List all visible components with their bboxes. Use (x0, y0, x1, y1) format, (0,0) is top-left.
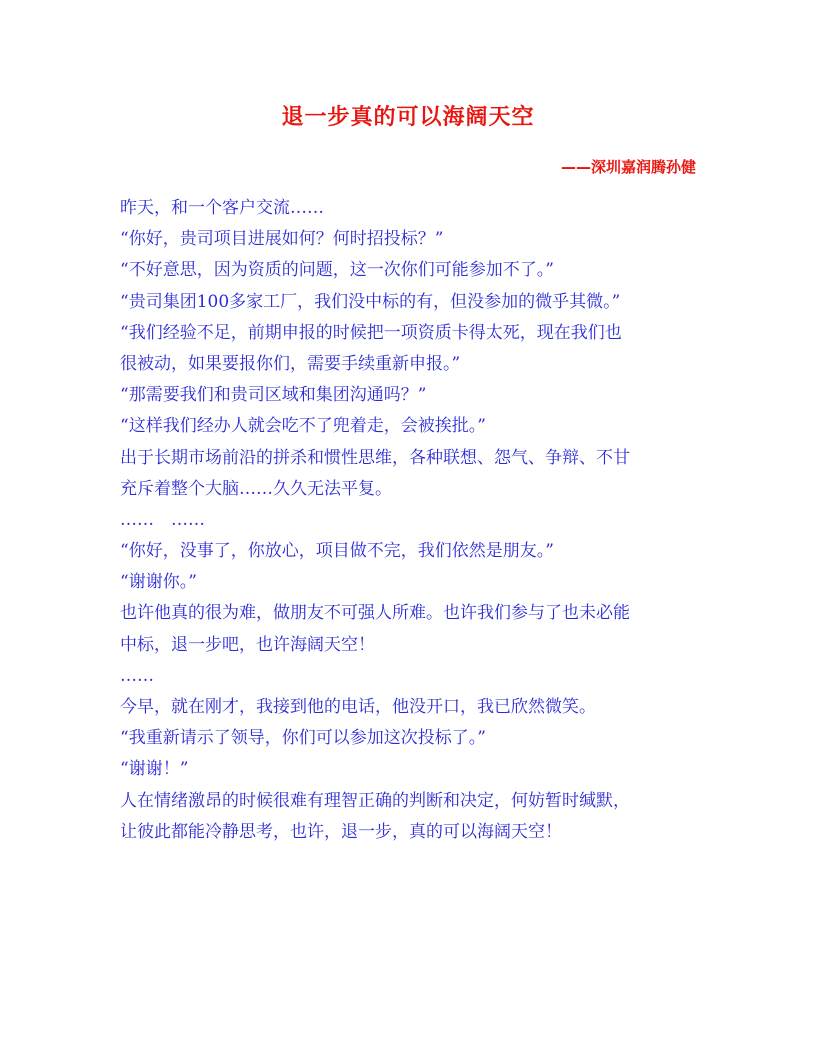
paragraph-line: 也许他真的很为难，做朋友不可强人所难。也许我们参与了也未必能 (120, 603, 630, 624)
paragraph-line: “我重新请示了领导，你们可以参加这次投标了。” (120, 728, 486, 749)
paragraph-line: “谢谢！” (120, 759, 189, 780)
author-byline: ——深圳嘉润腾孙健 (560, 158, 696, 176)
ellipsis-separator: …… …… (120, 509, 205, 530)
paragraph-line: “贵司集团100多家工厂，我们没中标的有，但没参加的微乎其微。” (120, 291, 621, 312)
paragraph-line: “谢谢你。” (120, 572, 197, 593)
document-title: 退一步真的可以海阔天空 (281, 105, 535, 130)
ellipsis-separator: …… (120, 665, 154, 686)
paragraph-line: “那需要我们和贵司区域和集团沟通吗？” (120, 385, 427, 406)
paragraph-line: “这样我们经办人就会吃不了兜着走，会被挨批。” (120, 416, 486, 437)
paragraph-line: 充斥着整个大脑……久久无法平复。 (120, 478, 392, 499)
paragraph-line: 昨天，和一个客户交流…… (120, 198, 324, 218)
document-body (120, 193, 700, 848)
paragraph-line: 出于长期市场前沿的拼杀和惯性思维，各种联想、怨气、争辩、不甘 (120, 447, 630, 468)
paragraph-line: 让彼此都能冷静思考，也许，退一步，真的可以海阔天空！ (120, 821, 562, 842)
paragraph-line: “不好意思，因为资质的问题，这一次你们可能参加不了。” (120, 260, 554, 281)
paragraph-line: “我们经验不足，前期申报的时候把一项资质卡得太死，现在我们也 (120, 322, 622, 343)
paragraph-line: “你好，贵司项目进展如何？何时招投标？” (120, 229, 444, 250)
paragraph-line: “你好，没事了，你放心，项目做不完，我们依然是朋友。” (120, 541, 554, 562)
paragraph-line: 今早，就在刚才，我接到他的电话，他没开口，我已欣然微笑。 (120, 697, 596, 717)
paragraph-line: 人在情绪激昂的时候很难有理智正确的判断和决定，何妨暂时缄默， (120, 790, 630, 811)
paragraph-line: 中标，退一步吧，也许海阔天空！ (120, 634, 375, 655)
paragraph-line: 很被动，如果要报你们，需要手续重新申报。” (120, 353, 461, 374)
